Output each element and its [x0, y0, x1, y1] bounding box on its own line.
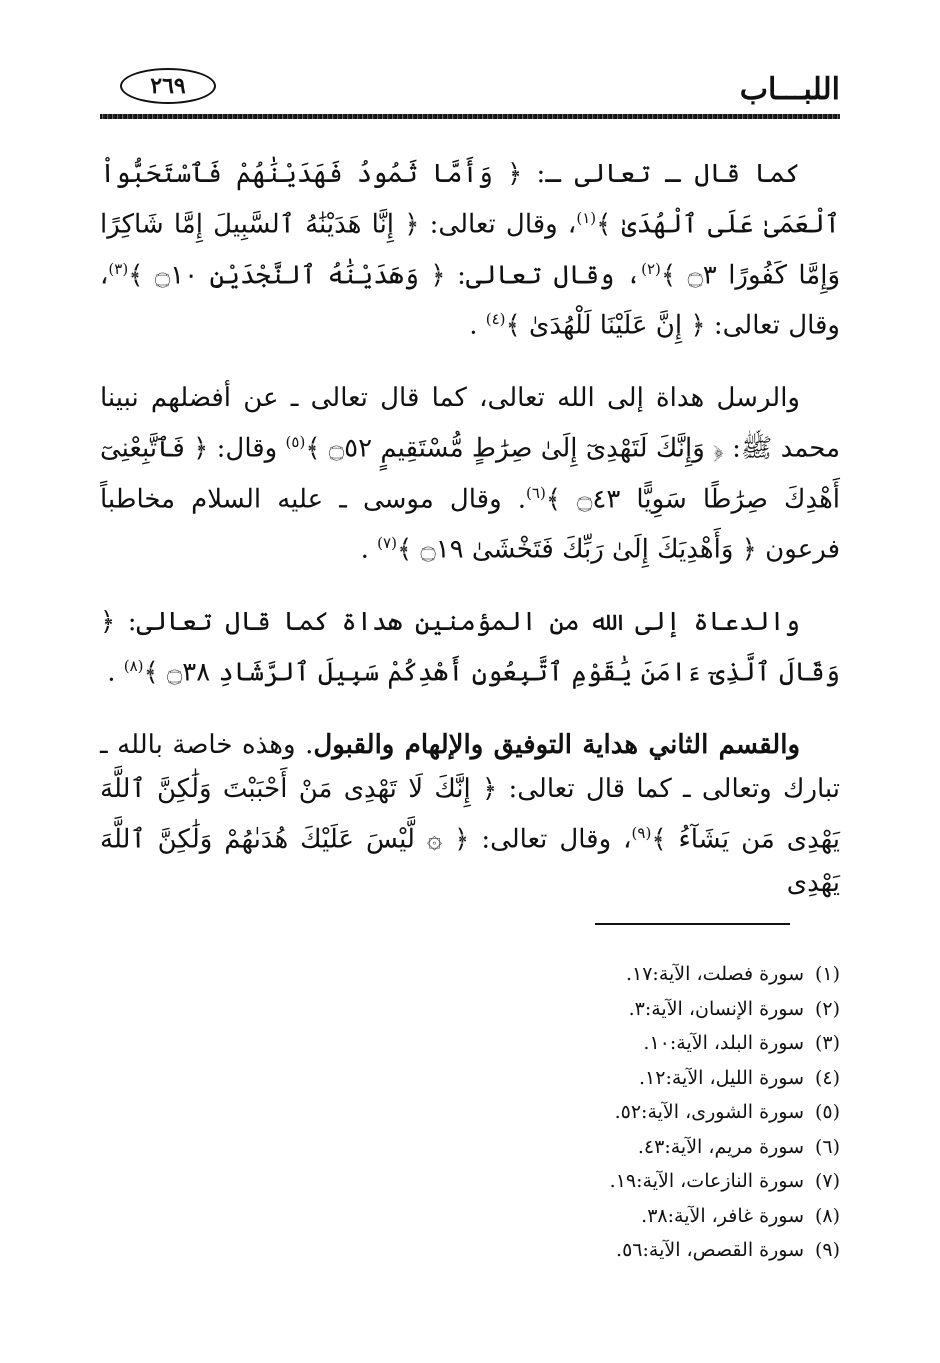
- page-number-badge: ٢٦٩: [120, 68, 216, 104]
- footnote-number: (١): [814, 963, 840, 985]
- body-text-run: . وقال موسى ـ عليه السلام مخاطباً فرعون: [100, 484, 840, 565]
- quran-verse: ﴿ ۞ لَّيْسَ عَلَيْكَ هُدَىٰهُمْ وَلَٰكِنَّ ٱللَّهَ يَهْدِى: [100, 824, 840, 899]
- footnote-text: سورة فصلت، الآية:١٧.: [625, 963, 804, 985]
- footnote-number: (٧): [814, 1170, 840, 1192]
- footnote-ref: (٨): [123, 656, 144, 675]
- footnote-item: [520, 1130, 840, 1165]
- footnote-text: سورة البلد، الآية:١٠.: [643, 1032, 804, 1054]
- footnote-ref: (٢): [641, 259, 661, 278]
- body-text-run: والرسل هداة إلى الله تعالى، كما قال تعالى ـ عن أفضلهم نبينا محمد ﷺ:: [100, 382, 841, 464]
- quran-verse: ﴿ فَٱتَّبِعْنِىٓ أَهْدِكَ صِرَٰطًا سَوِيًّا ۝٤٣ ﴾: [100, 433, 841, 515]
- footnote-text: سورة مريم، الآية:٤٣.: [637, 1135, 804, 1158]
- quran-verse: ﴿ إِنَّا هَدَيْنَٰهُ ٱلسَّبِيلَ إِمَّا شَاكِرًا وَإِمَّا كَفُورًا ۝٣ ﴾: [100, 209, 841, 291]
- header-divider: [100, 114, 840, 119]
- main-text: [100, 152, 840, 933]
- footnote-ref: (٧): [377, 534, 397, 553]
- footnote-ref: (٣): [108, 259, 129, 278]
- footnote-text: سورة القصص، الآية:٥٦.: [616, 1239, 804, 1261]
- footnote-text: سورة النازعات، الآية:١٩.: [609, 1170, 804, 1192]
- footnote-item: [520, 992, 840, 1027]
- footnote-number: (٢): [814, 997, 840, 1020]
- emphasis-text: والقسم الثاني هداية التوفيق والإلهام والقبول: [313, 729, 800, 760]
- footnotes-list: [520, 957, 840, 1268]
- footnote-item: [520, 1233, 840, 1268]
- paragraph: [100, 152, 840, 348]
- footnote-text: سورة الإنسان، الآية:٣.: [628, 997, 804, 1020]
- body-text-run: ، وقال تعالى:: [419, 209, 577, 240]
- footnote-ref: (٩): [631, 823, 652, 842]
- quran-verse: ﴿ وَأَمَّا ثَمُودُ فَهَدَيْنَٰهُمْ فَٱسْتَحَبُّواْ ٱلْعَمَىٰ عَلَى ٱلْهُدَىٰ ﴾: [100, 159, 840, 240]
- footnote-number: (٩): [814, 1239, 840, 1261]
- footnote-divider: [595, 923, 790, 925]
- footnote-item: [520, 1164, 840, 1199]
- footnote-item: [520, 1199, 840, 1234]
- footnote-ref: (١): [576, 209, 597, 227]
- footnote-number: (٤): [814, 1066, 840, 1089]
- footnote-ref: (٥): [285, 432, 306, 451]
- running-title: اللبـــاب: [739, 72, 840, 107]
- quran-verse: ﴿ إِنَّكَ لَا تَهْدِى مَنْ أَحْبَبْتَ وَلَٰكِنَّ ٱللَّهَ يَهْدِى مَن يَشَآءُ ﴾: [100, 773, 840, 855]
- body-text-run: .: [469, 310, 486, 341]
- footnote-number: (٦): [814, 1135, 840, 1158]
- footnote-text: سورة الليل، الآية:١٢.: [638, 1066, 804, 1089]
- footnote-item: [520, 1095, 840, 1130]
- paragraph: [100, 600, 840, 695]
- quran-verse: ﴿ وَقَالَ ٱلَّذِىٓ ءَامَنَ يَٰقَوْمِ ٱتَّبِعُونِ أَهْدِكُمْ سَبِيلَ ٱلرَّشَادِ ۝٣٨ ﴾: [100, 606, 840, 688]
- quran-verse: ﴿ وَهَدَيْنَٰهُ ٱلنَّجْدَيْنِ ۝١٠ ﴾: [128, 260, 446, 291]
- body-text-run: . وهذه خاصة بالله ـ تبارك وتعالى ـ كما قال تعالى:: [100, 729, 841, 804]
- footnote-number: (٨): [814, 1204, 840, 1227]
- paragraph: [100, 376, 840, 572]
- footnote-ref: (٦): [526, 483, 546, 502]
- body-text-run: .: [107, 657, 124, 688]
- body-text-run: والدعاة إلى الله من المؤمنين هداة كما قال تعالى:: [115, 606, 800, 637]
- footnote-text: سورة الشورى، الآية:٥٢.: [614, 1101, 804, 1123]
- footnote-item: [520, 1061, 840, 1096]
- body-text-run: ، وقال تعالى:: [469, 824, 632, 855]
- footnote-item: [520, 957, 840, 992]
- paragraph: [100, 723, 840, 906]
- quran-verse: ﴿ وَأَهْدِيَكَ إِلَىٰ رَبِّكَ فَتَخْشَىٰ ۝١٩ ﴾: [396, 534, 757, 565]
- footnote-text: سورة غافر، الآية:٣٨.: [641, 1204, 804, 1227]
- footnote-number: (٥): [814, 1101, 840, 1123]
- footnote-number: (٣): [814, 1032, 840, 1054]
- body-text-run: كما قال ـ تعالى ـ:: [522, 159, 800, 189]
- footnote-item: [520, 1026, 840, 1061]
- body-text-run: ، وقال تعالى:: [445, 260, 642, 291]
- quran-verse: ﴿ إِنَّ عَلَيْنَا لَلْهُدَىٰ ﴾: [505, 310, 706, 341]
- body-text-run: .: [360, 534, 378, 565]
- body-text-run: وقال:: [208, 433, 286, 464]
- body-text-run: ، وقال تعالى:: [100, 260, 840, 341]
- page-header: [100, 62, 840, 114]
- quran-verse: ﴿ وَإِنَّكَ لَتَهْدِىٓ إِلَىٰ صِرَٰطٍ مُّسْتَقِيمٍ ۝٥٢ ﴾: [305, 433, 724, 464]
- footnote-ref: (٤): [485, 310, 506, 329]
